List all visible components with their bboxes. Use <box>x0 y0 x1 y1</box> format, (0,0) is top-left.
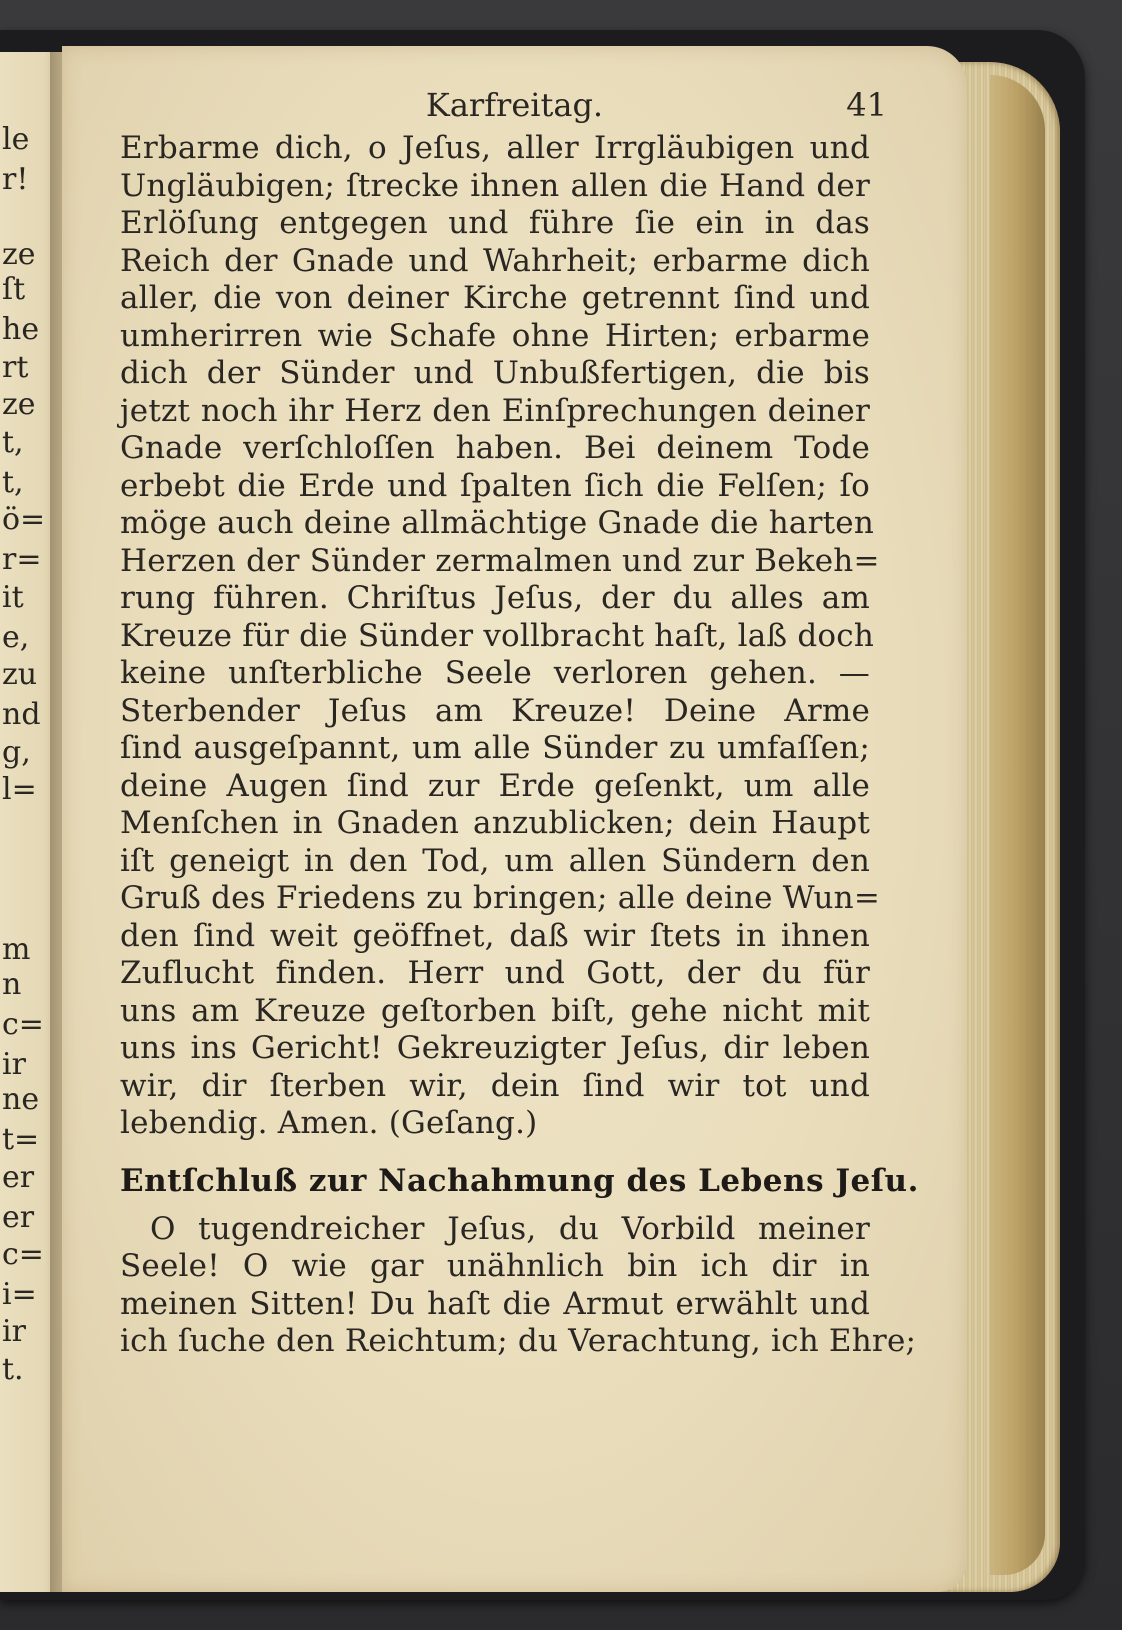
text-line: Menſchen in Gnaden anzublicken; dein Haupt <box>120 805 870 841</box>
text-line: Reich der Gnade und Wahrheit; erbarme dich <box>120 242 870 279</box>
left-page-fragment: er <box>2 1160 35 1195</box>
left-page-fragment: t. <box>2 1352 24 1387</box>
text-line: Erlöſung entgegen und führe ſie ein in das <box>120 205 870 241</box>
text-line: Gnade verſchloſſen haben. Bei deinem Tode <box>120 430 870 466</box>
left-page-fragment: c= <box>2 1007 44 1042</box>
text-line: O tugendreicher Jeſus, du Vorbild meiner <box>150 1210 870 1247</box>
left-page-fragment: g, <box>2 735 31 770</box>
text-line: erbebt die Erde und ſpalten ſich die Felſen; ſo <box>120 467 870 504</box>
text-line: lebendig. Amen. (Geſang.) <box>120 1105 538 1141</box>
left-page-fragment: t, <box>2 465 24 500</box>
text-line: rung führen. Chriſtus Jeſus, der du alles am <box>120 580 870 616</box>
gilt-edge <box>990 75 1045 1575</box>
text-line: Kreuze für die Sünder vollbracht haſt, laß doch <box>120 617 874 654</box>
left-page-fragment: ir <box>2 1314 26 1349</box>
text-line: möge auch deine allmächtige Gnade die harten <box>120 505 874 541</box>
left-page-fragment: rt <box>2 350 29 385</box>
running-title: Karfreitag. <box>425 86 604 124</box>
left-page-fragment: t, <box>2 425 24 460</box>
left-page-fragment: r= <box>2 542 42 577</box>
text-line: uns ins Gericht! Gekreuzigter Jeſus, dir leben <box>120 1030 870 1066</box>
prayer-paragraph <box>120 130 881 1143</box>
text-line: meinen Sitten! Du haſt die Armut erwählt und <box>120 1285 870 1322</box>
section-paragraph <box>120 1210 917 1361</box>
left-page-fragment: i= <box>2 1277 37 1312</box>
text-line: jetzt noch ihr Herz den Einſprechungen deiner <box>120 392 870 429</box>
left-page-fragment: ir <box>2 1047 26 1082</box>
left-page-fragment: nd <box>2 697 41 732</box>
left-page-fragment: l= <box>2 772 37 807</box>
left-page-fragment: zu <box>2 657 38 692</box>
text-line: ſind ausgeſpannt, um alle Sünder zu umfaſſen; <box>120 730 870 766</box>
text-line: Sterbender Jeſus am Kreuze! Deine Arme <box>120 692 870 729</box>
left-page-fragment: r! <box>2 162 29 197</box>
left-page-fragment: m <box>2 932 31 967</box>
text-line: den ſind weit geöffnet, daß wir ſtets in ihnen <box>120 917 870 954</box>
left-page-fragment: t= <box>2 1122 40 1157</box>
left-page-fragment: ö= <box>2 502 46 537</box>
left-page-fragment: le <box>2 122 30 157</box>
text-line: uns am Kreuze geſtorben biſt, gehe nicht mit <box>120 992 870 1029</box>
text-line: Erbarme dich, o Jeſus, aller Irrgläubigen und <box>120 130 870 166</box>
text-line: ich ſuche den Reichtum; du Verachtung, ich Ehre; <box>120 1323 917 1359</box>
text-line: Seele! O wie gar unähnlich bin ich dir in <box>120 1248 870 1284</box>
text-line: keine unſterbliche Seele verloren gehen. — <box>120 655 870 691</box>
text-line: deine Augen ſind zur Erde geſenkt, um alle <box>120 767 870 804</box>
text-line: umherirren wie Schafe ohne Hirten; erbarme <box>120 317 870 354</box>
left-page-fragment: he <box>2 312 40 347</box>
page-header <box>62 86 967 136</box>
text-line: Ungläubigen; ſtrecke ihnen allen die Hand der <box>120 167 870 204</box>
left-page-fragment: it <box>2 580 24 615</box>
text-line: dich der Sünder und Unbußfertigen, die bis <box>120 355 870 391</box>
left-page-fragment: ſt <box>2 272 26 307</box>
text-line: aller, die von deiner Kirche getrennt ſind und <box>120 280 870 316</box>
left-page-fragment: ne <box>2 1082 40 1117</box>
section-heading: Entſchluß zur Nachahmung des Lebens Jeſu. <box>120 1162 919 1199</box>
text-line: Herzen der Sünder zermalmen und zur Bekeh= <box>120 542 880 579</box>
left-page-fragment: ze <box>2 387 36 422</box>
text-line: wir, dir ſterben wir, dein ſind wir tot und <box>120 1067 870 1104</box>
left-page-fragment: er <box>2 1200 35 1235</box>
text-line: Gruß des Friedens zu bringen; alle deine Wun= <box>120 880 881 916</box>
right-page <box>62 46 967 1592</box>
page-number: 41 <box>846 86 887 124</box>
text-line: Zuflucht finden. Herr und Gott, der du für <box>120 955 870 991</box>
left-page-fragment: ze <box>2 237 36 272</box>
left-page-fragment: n <box>2 967 22 1002</box>
text-line: iſt geneigt in den Tod, um allen Sündern den <box>120 842 870 879</box>
left-page-fragment: c= <box>2 1237 44 1272</box>
left-page-fragment: e, <box>2 620 30 655</box>
page-body <box>120 130 919 1361</box>
